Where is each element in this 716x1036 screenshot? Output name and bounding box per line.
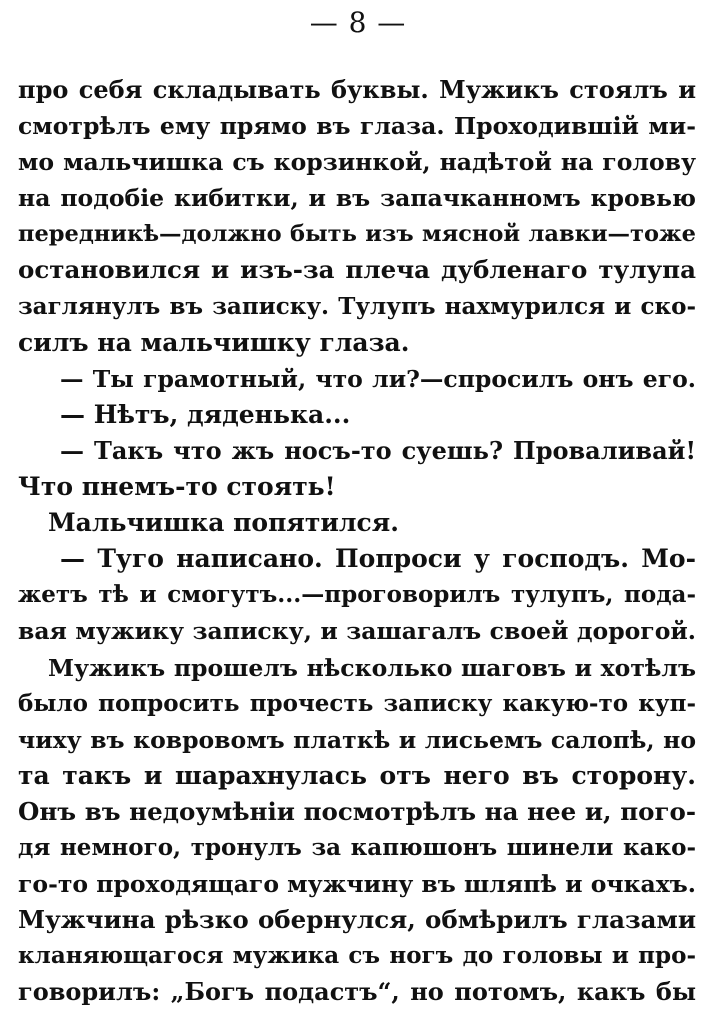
text-line: было попросить прочесть записку какую-то куп- (18, 689, 696, 717)
text-line: кланяющагося мужика съ ногъ до головы и про- (18, 942, 696, 970)
text-line: заглянулъ въ записку. Тулупъ нахмурился и ско- (18, 292, 696, 320)
text-line: — Ты грамотный, что ли?—спросилъ онъ его. (60, 364, 696, 393)
text-line: жетъ тѣ и смогутъ...—проговорилъ тулупъ, пода- (18, 581, 696, 609)
text-line: Мужчина рѣзко обернулся, обмѣрилъ глазами (18, 905, 696, 935)
text-line: Что пнемъ-то стоять! (18, 472, 336, 502)
text-line: вая мужику записку, и зашагалъ своей дорогой. (18, 617, 696, 646)
text-line: Мальчишка попятился. (48, 508, 399, 538)
text-line: смотрѣлъ ему прямо въ глаза. Проходившій ми- (18, 112, 696, 141)
text-line: передникѣ—должно быть изъ мясной лавки—тоже (18, 221, 696, 248)
text-line: про себя складывать буквы. Мужикъ стоялъ и (18, 75, 696, 104)
text-line: силъ на мальчишку глаза. (18, 327, 410, 357)
text-line: Мужикъ прошелъ нѣсколько шаговъ и хотѣлъ (48, 653, 696, 682)
page-number: — 8 — (309, 6, 407, 39)
text-line: — Такъ что жъ носъ-то суешь? Проваливай! (60, 435, 696, 465)
text-line: на подобіе кибитки, и въ запачканномъ кровью (18, 184, 696, 213)
text-line: та такъ и шарахнулась отъ него въ сторону. (18, 760, 696, 790)
text-line: — Туго написано. Попроси у господъ. Мо- (60, 544, 696, 574)
body-text (18, 72, 696, 1010)
text-line: — Нѣтъ, дяденька... (60, 399, 351, 429)
text-line: Онъ въ недоумѣніи посмотрѣлъ на нее и, пого- (18, 796, 696, 826)
text-line: дя немного, тронулъ за капюшонъ шинели како- (18, 833, 696, 861)
text-line: остановился и изъ-за плеча дубленаго тулупа (18, 255, 696, 285)
text-line: го-то проходящаго мужчину въ шляпѣ и очкахъ. (18, 870, 696, 899)
text-line: чиху въ ковровомъ платкѣ и лисьемъ салопѣ, но (18, 725, 696, 754)
text-line: говорилъ: „Богъ подастъ“, но потомъ, какъ бы (18, 977, 696, 1007)
text-line: мо мальчишка съ корзинкой, надѣтой на голову (18, 148, 696, 177)
